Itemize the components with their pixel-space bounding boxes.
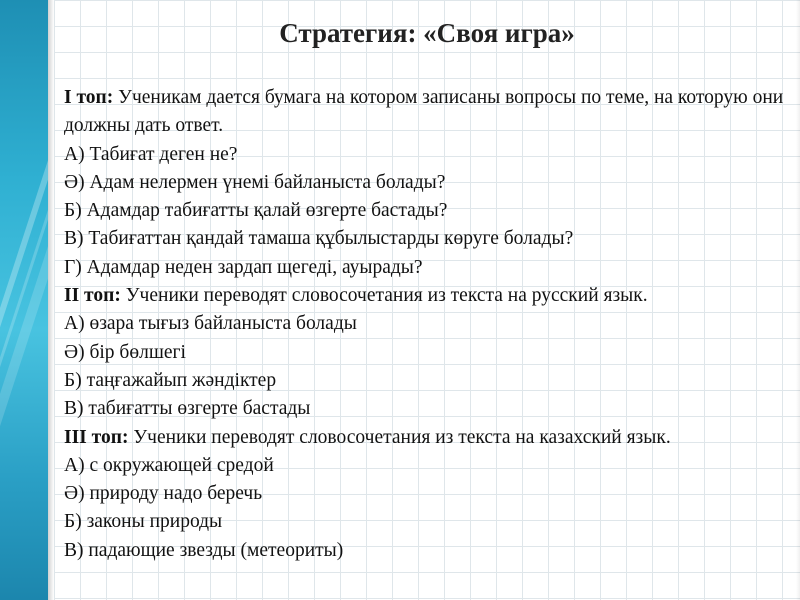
list-item: В) Табиғаттан қандай тамаша құбылыстарды көруге болады? (64, 228, 574, 250)
slide-body (64, 84, 792, 565)
slide-content (62, 0, 792, 600)
list-item: Г) Адамдар неден зардап щегеді, ауырады? (64, 256, 423, 278)
list-item: Ә) бір бөлшегі (64, 341, 186, 363)
list-item: В) падающие звезды (метеориты) (64, 539, 344, 561)
group-3-instruction-line (64, 424, 792, 452)
group-3-instruction: Ученики переводят словосочетания из текста на казахский язык. (128, 426, 671, 448)
group-1-instruction: Ученикам дается бумага на котором записаны вопросы по теме, на которую они должны дать ответ. (64, 87, 784, 137)
list-item: Б) Адамдар табиғатты қалай өзгерте бастады? (64, 200, 448, 222)
list-item: Б) законы природы (64, 511, 223, 533)
list-item: А) Табиғат деген не? (64, 143, 238, 165)
list-item: В) табиғатты өзгерте бастады (64, 398, 311, 420)
list-item: Ә) природу надо беречь (64, 483, 263, 505)
list-item: Ә) Адам нелермен үнемі байланыста болады? (64, 171, 446, 193)
group-2-label: II топ: (64, 285, 121, 307)
group-3-label: III топ: (64, 426, 129, 448)
left-decorative-band (0, 0, 48, 600)
list-item: А) өзара тығыз байланыста болады (64, 313, 357, 335)
group-1-label: I топ: (64, 87, 114, 108)
group-1-instruction-line (64, 84, 792, 141)
slide-title: Стратегия: «Своя игра» (279, 18, 575, 48)
right-edge-shade (796, 0, 800, 600)
list-item: Б) таңғажайып жәндіктер (64, 369, 277, 391)
group-2-instruction-line (64, 282, 792, 310)
list-item: А) с окружающей средой (64, 454, 274, 476)
group-2-instruction: Ученики переводят словосочетания из текста на русский язык. (120, 285, 648, 307)
